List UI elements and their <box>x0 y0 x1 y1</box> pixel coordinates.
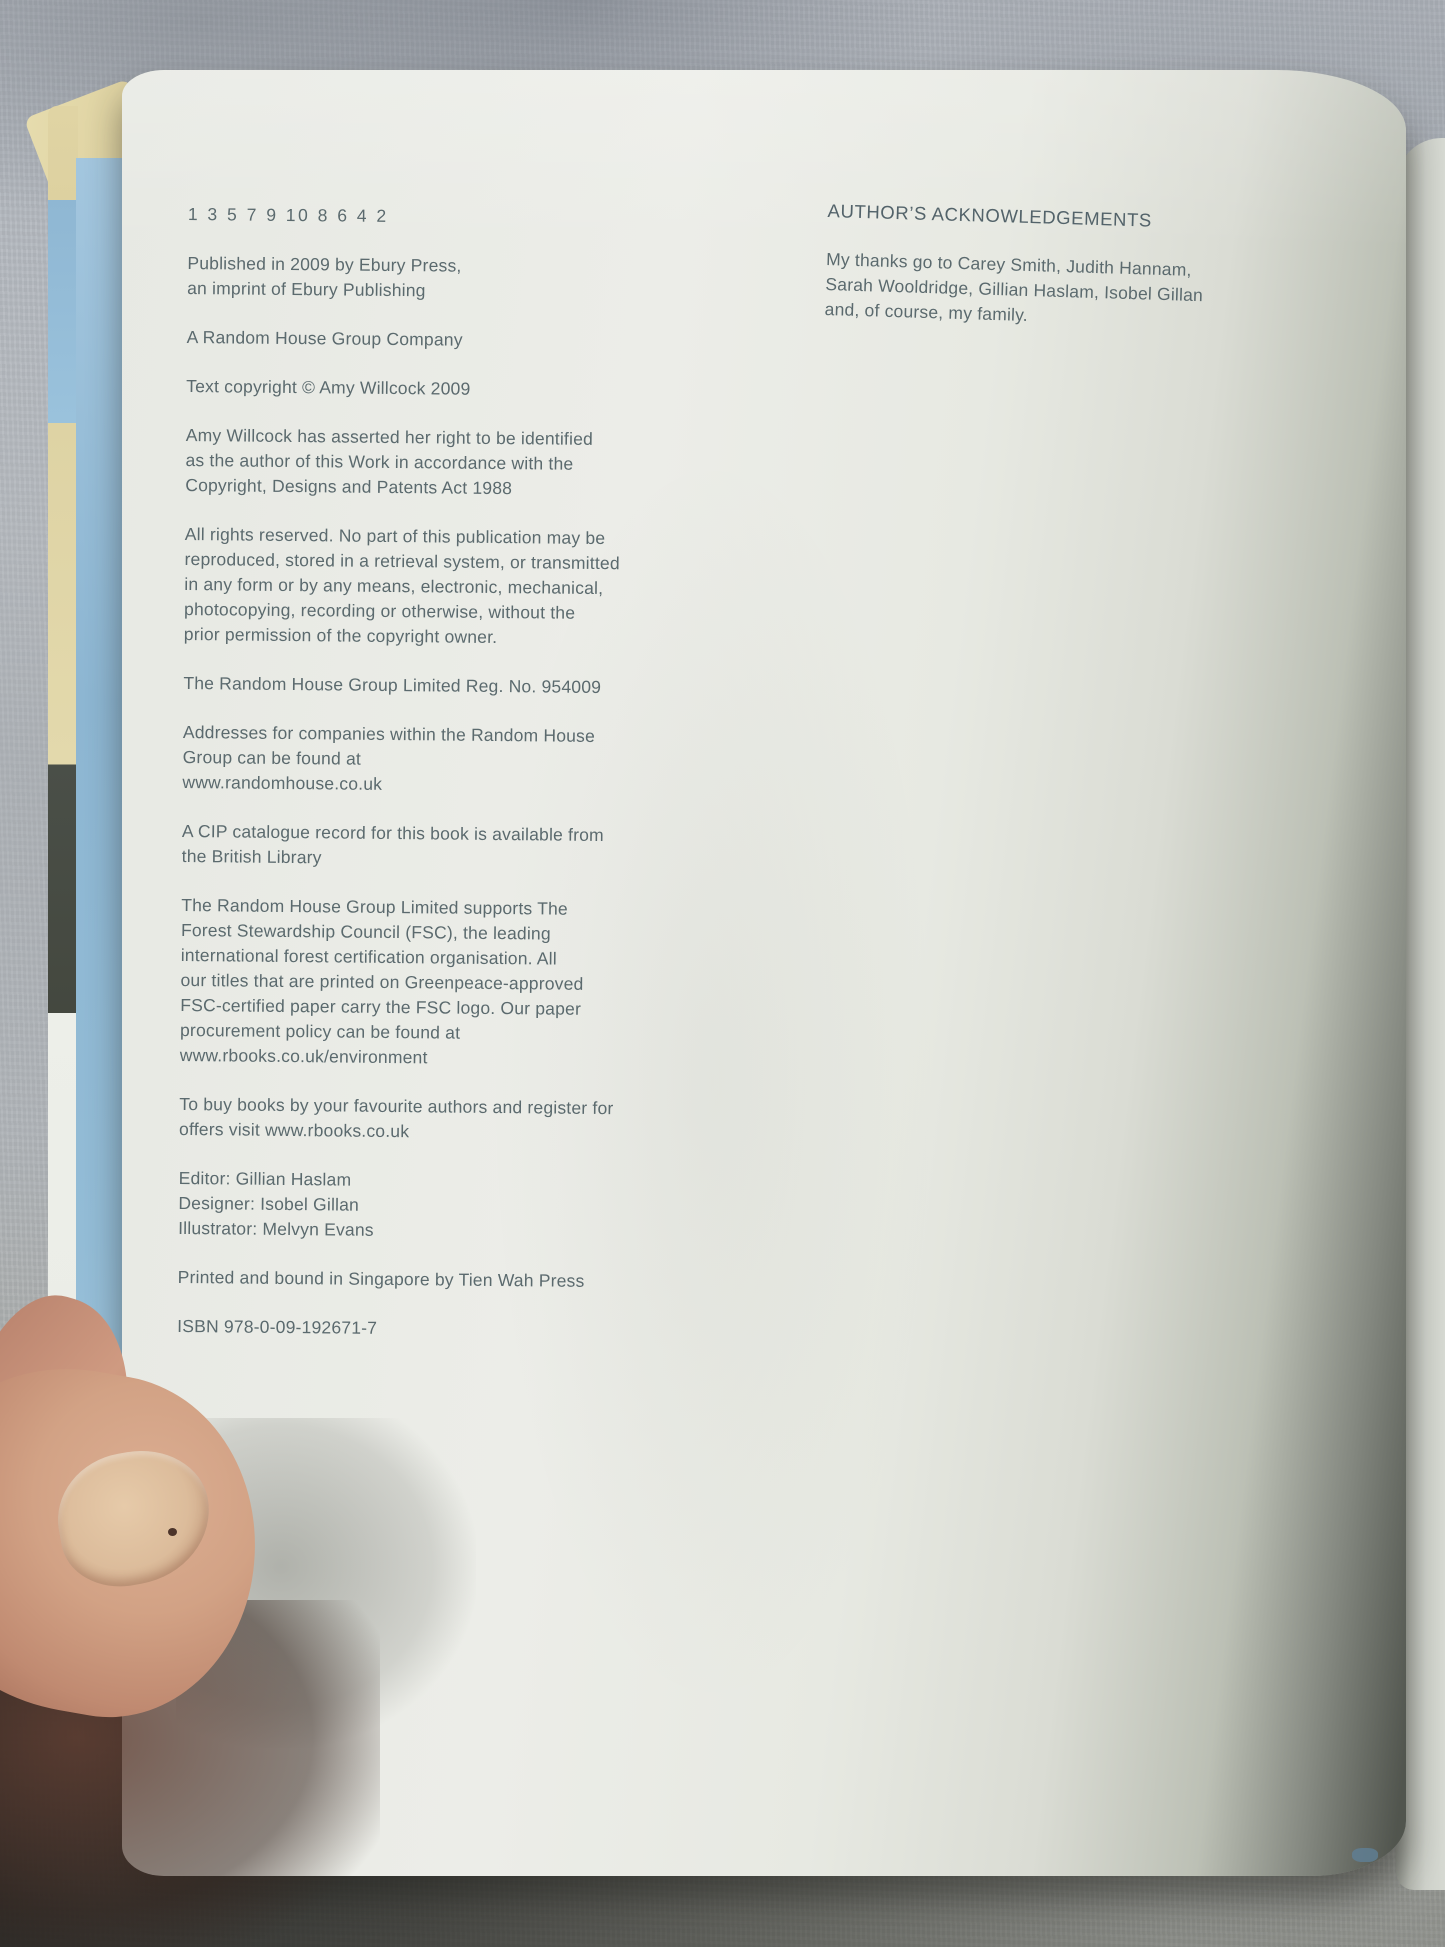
acknowledgements-body: My thanks go to Carey Smith, Judith Hannam, Sarah Wooldridge, Gillian Haslam, Isobel Gillan and, of course, my family. <box>824 248 1204 325</box>
copyright-column <box>177 202 668 1368</box>
registration-line: The Random House Group Limited Reg. No. 954009 <box>183 672 602 697</box>
buy-books-paragraph: To buy books by your favourite authors and register for offers visit www.rbooks.co.uk <box>179 1093 614 1142</box>
printing-line: Printed and bound in Singapore by Tien Wah Press <box>177 1266 585 1291</box>
copyright-line: Text copyright © Amy Willcock 2009 <box>186 375 471 399</box>
acknowledgements-section <box>824 198 1298 360</box>
rights-paragraph: All rights reserved. No part of this publication may be reproduced, stored in a retrieval system, or transmitted in any form or by any means, electronic, mechanical, photocopying, recording or otherwise, without the prior permission of the copyright owner. <box>183 523 620 647</box>
skin-speck <box>168 1528 177 1536</box>
print-line: 1 3 5 7 9 10 8 6 4 2 <box>187 203 389 226</box>
fsc-paragraph: The Random House Group Limited supports The Forest Stewardship Council (FSC), the leading international forest certification organisation. All our titles that are printed on Greenpeace-approved FSC-certified paper carry the FSC logo. Our paper procurement policy can be found at www.rbooks.co.uk/environment <box>179 894 584 1068</box>
company-line: A Random House Group Company <box>186 326 463 350</box>
credits-paragraph: Editor: Gillian Haslam Designer: Isobel Gillan Illustrator: Melvyn Evans <box>178 1167 374 1240</box>
publisher-line: Published in 2009 by Ebury Press, an imprint of Ebury Publishing <box>187 252 462 301</box>
cover-blue-sliver <box>1352 1848 1378 1862</box>
acknowledgements-title: AUTHOR’S ACKNOWLEDGEMENTS <box>827 199 1153 231</box>
isbn-line: ISBN 978-0-09-192671-7 <box>177 1315 378 1338</box>
assertion-paragraph: Amy Willcock has asserted her right to be identified as the author of this Work in accordance with the Copyright, Designs and Patents Act 1988 <box>185 424 594 499</box>
cip-paragraph: A CIP catalogue record for this book is available from the British Library <box>181 820 604 868</box>
addresses-paragraph: Addresses for companies within the Random House Group can be found at www.randomhouse.co.uk <box>182 721 596 794</box>
